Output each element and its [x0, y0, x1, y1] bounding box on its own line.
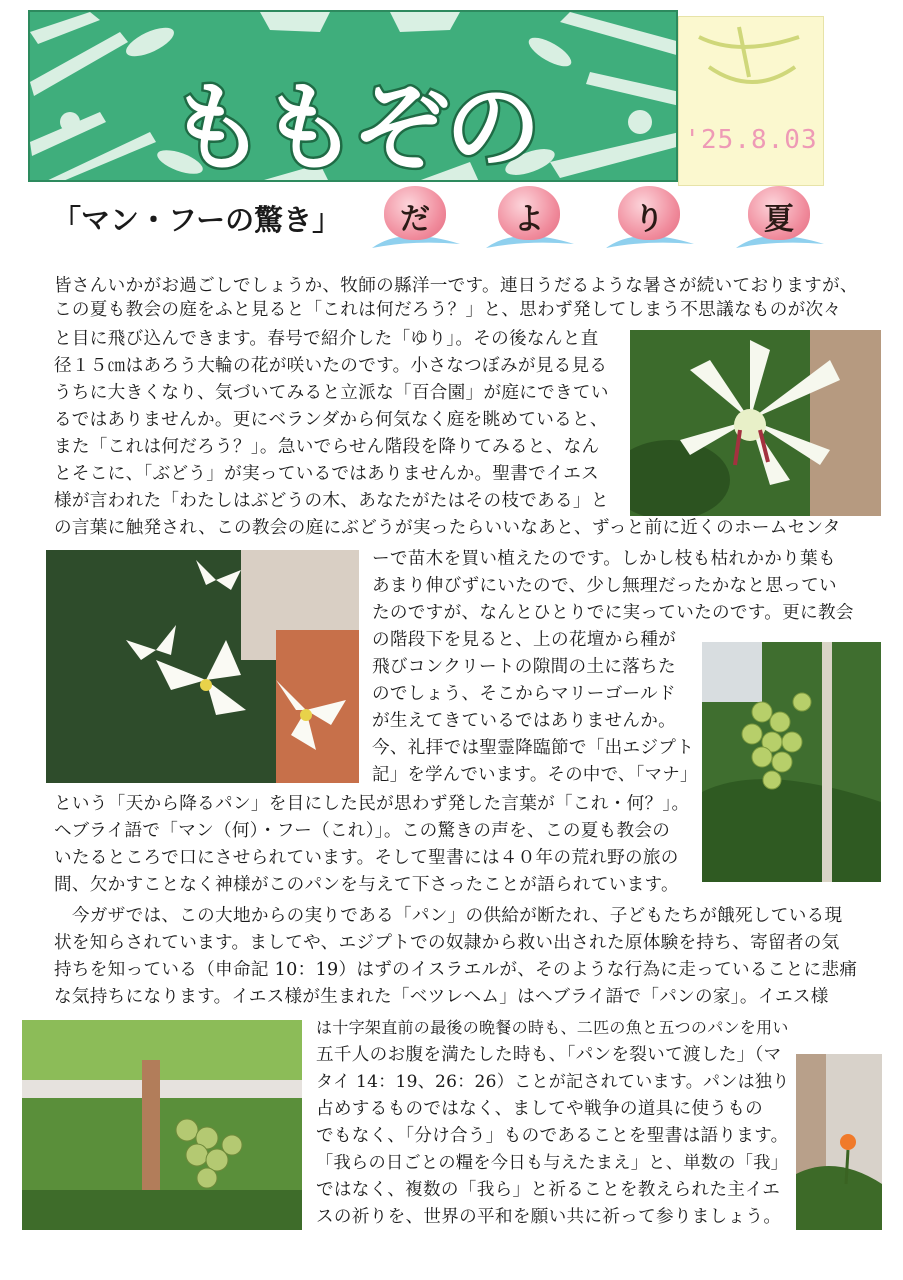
grape-photo: [702, 642, 881, 882]
body-line: 様が言われた「わたしはぶどうの木、あなたがたはその枝である」と: [54, 491, 609, 511]
lily-photo-closeup: [630, 330, 881, 516]
body-line: るではありませんか。更にベランダから何気なく庭を眺めていると、: [54, 410, 608, 430]
body-line: タイ 14：19、26：26）ことが記されています。パンは独り: [316, 1072, 790, 1092]
body-line: 記」を学んでいます。その中で、「マナ」: [372, 765, 698, 785]
body-line: 「我らの日ごとの糧を今日も与えたまえ」と、単数の「我」: [316, 1153, 789, 1173]
body-line: 今、礼拝では聖霊降臨節で「出エジプト: [372, 738, 695, 758]
peach-char-3: [612, 186, 686, 248]
body-line: 五千人のお腹を満たした時も、「パンを裂いて渡した」（マ: [316, 1045, 782, 1065]
body-line: ヘブライ語で「マン（何）・フー（これ）」。この驚きの声を、この夏も教会の: [54, 821, 671, 841]
body-line: のでしょう、そこからマリーゴールド: [372, 684, 676, 704]
lily-photo-garden: [46, 550, 359, 783]
body-line: たのですが、なんとひとりでに実っていたのです。更に教会: [372, 603, 854, 623]
body-line: ーで苗木を買い植えたのです。しかし枝も枯れかかり葉も: [372, 549, 836, 569]
body-line: の階段下を見ると、上の花壇から種が: [372, 630, 677, 650]
body-line: とそこに、「ぶどう」が実っているではありませんか。聖書でイエス: [54, 464, 600, 484]
body-line: 皆さんいかがお過ごしでしょうか、牧師の縣洋一です。連日うだるような暑さが続いておりますが、: [54, 276, 858, 296]
body-line: 飛びコンクリートの隙間の土に落ちた: [372, 657, 676, 677]
body-line: でもなく、「分け合う」ものであることを聖書は語ります。: [316, 1126, 789, 1146]
body-line: 状を知らされています。ましてや、エジプトでの奴隷から救い出された原体験を持ち、寄留者の気: [54, 933, 840, 953]
leaf-stamp-icon: [679, 17, 825, 117]
peach-char-4: [742, 186, 816, 248]
banner-char: よ: [514, 202, 544, 237]
banner-char: だ: [400, 202, 430, 237]
masthead-banner: [28, 10, 678, 182]
issue-date: '25.8.03: [684, 125, 818, 155]
body-line: な気持ちになります。イエス様が生まれた「ベツレヘム」はヘブライ語で「パンの家」。イエス様: [54, 987, 829, 1007]
body-line: は十字架直前の最後の晩餐の時も、二匹の魚と五つのパンを用い: [316, 1018, 789, 1037]
peach-char-1: [378, 186, 452, 248]
body-line: 今ガザでは、この大地からの実りである「パン」の供給が断たれ、子どもたちが餓死している現: [54, 906, 843, 926]
body-line: スの祈りを、世界の平和を願い共に祈って参りましょう。: [316, 1207, 782, 1227]
peach-char-2: [492, 186, 566, 248]
grapevine-trellis-photo: [22, 1020, 302, 1230]
body-line: いたるところで口にさせられています。そして聖書には４０年の荒れ野の旅の: [54, 848, 679, 868]
banner-char: 夏: [764, 202, 794, 237]
body-line: 占めするものではなく、ましてや戦争の道具に使うもの: [316, 1099, 763, 1119]
body-line: という「天から降るパン」を目にした民が思わず発した言葉が「これ・何？」。: [54, 794, 690, 814]
banner-char: り: [634, 202, 664, 237]
body-line: 径１５㎝はあろう大輪の花が咲いたのです。小さなつぼみが見る見る: [54, 356, 608, 376]
body-line: と目に飛び込んできます。春号で紹介した「ゆり」。その後なんと直: [54, 329, 599, 349]
body-line: また「これは何だろう？」。急いでらせん階段を降りてみると、なん: [54, 437, 600, 457]
date-stamp: [678, 16, 824, 186]
body-line: の言葉に触発され、この教会の庭にぶどうが実ったらいいなあと、ずっと前に近くのホームセンタ: [54, 518, 841, 538]
body-line: あまり伸びずにいたので、少し無理だったかなと思ってい: [372, 576, 837, 596]
marigold-photo: [796, 1054, 882, 1230]
body-line: が生えてきているではありませんか。: [372, 711, 677, 731]
masthead-title: ももぞの: [169, 72, 537, 182]
article-title: 「マン・フーの驚き」: [52, 203, 342, 237]
body-line: この夏も教会の庭をふと見ると「これは何だろう？」と、思わず発してしまう不思議なものが次々: [54, 300, 842, 320]
body-line: ではなく、複数の「我ら」と祈ることを教えられた主イエ: [316, 1180, 781, 1200]
body-line: 間、欠かすことなく神様がこのパンを与えて下さったことが語られています。: [54, 875, 679, 895]
body-line: うちに大きくなり、気づいてみると立派な「百合園」が庭にできてい: [54, 383, 609, 403]
body-line: 持ちを知っている（申命記 10：19）はずのイスラエルが、そのような行為に走っていることに悲痛: [54, 960, 858, 980]
